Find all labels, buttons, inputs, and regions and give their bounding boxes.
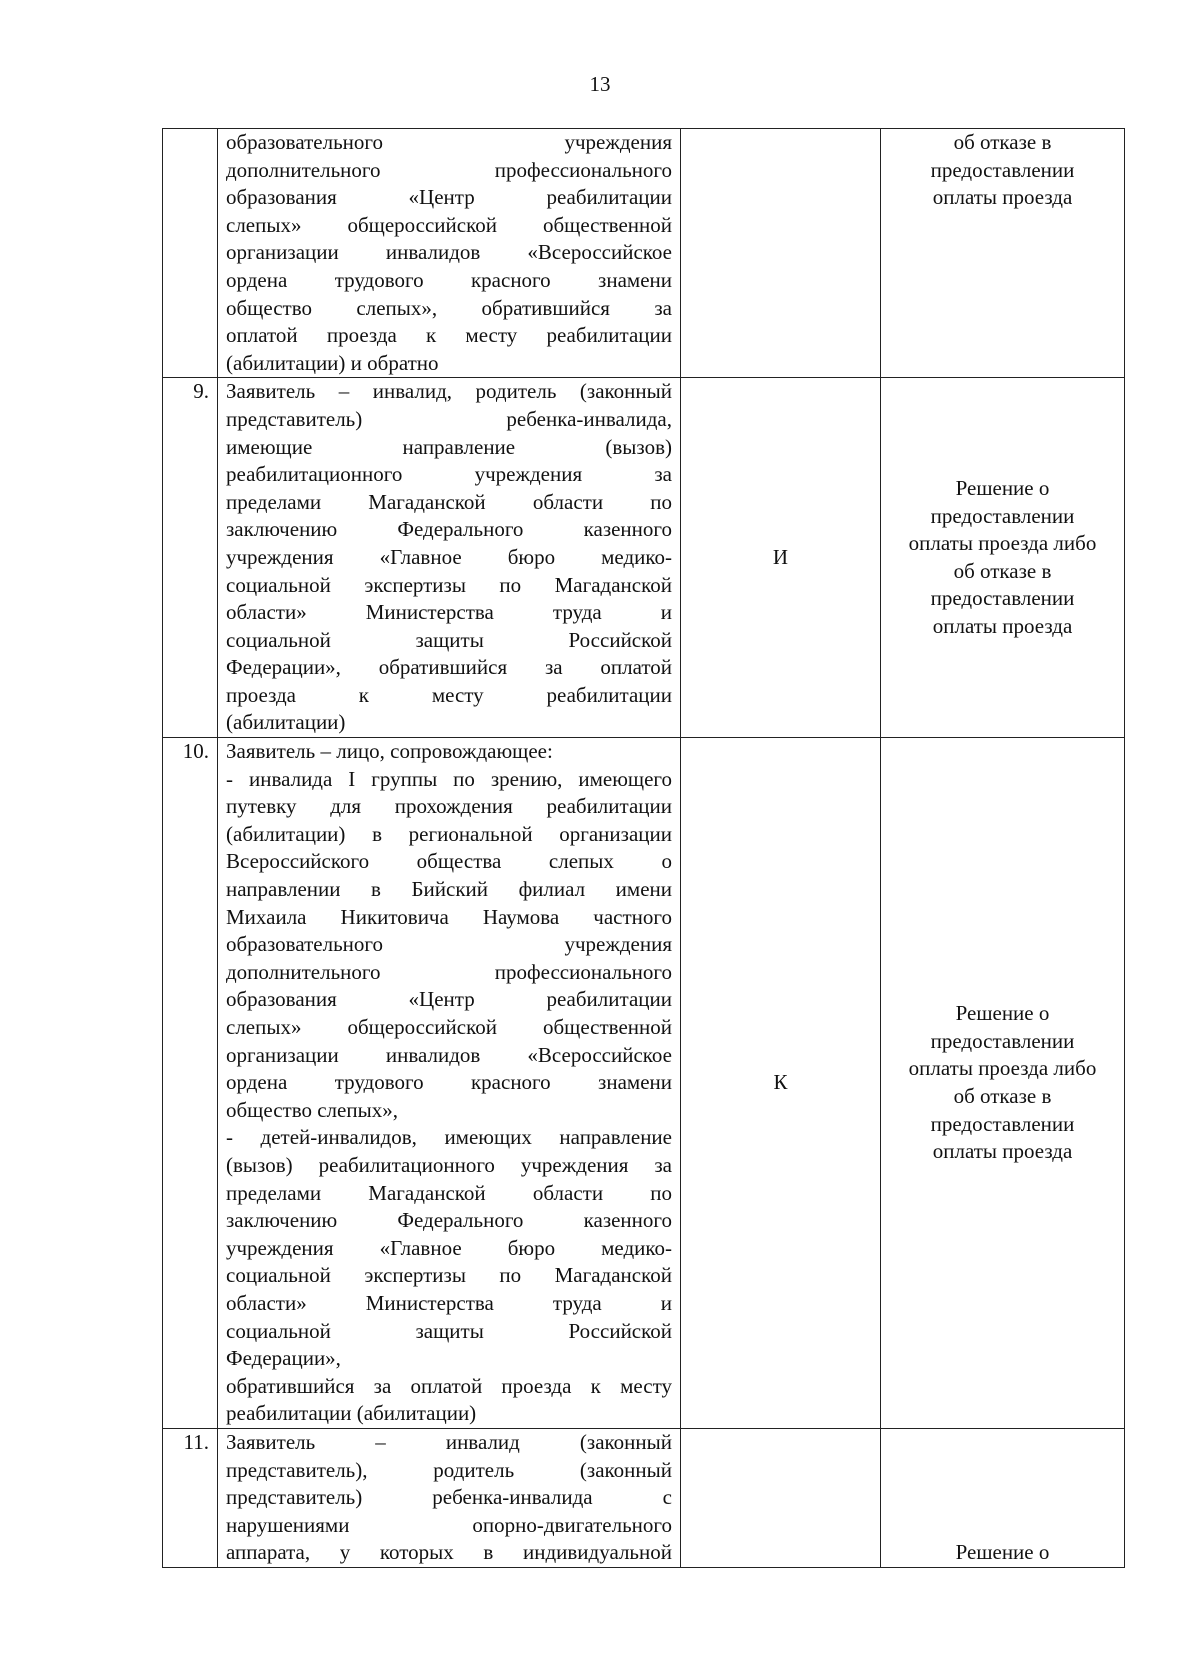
result-cell: [881, 1428, 1125, 1567]
description-line: слепых» общероссийской общественной: [226, 1015, 672, 1039]
description-line: общество слепых»,: [226, 1097, 398, 1122]
description-line: ордена трудового красного знамени: [226, 267, 672, 292]
result-line: предоставлении: [930, 586, 1075, 611]
result-line: предоставлении: [930, 1028, 1075, 1053]
description-line: Михаила Никитовича Наумова частного: [226, 904, 672, 929]
result-line: оплаты проезда: [932, 185, 1073, 210]
description-line: пределами Магаданской области по: [226, 1180, 672, 1205]
description-line: имеющие направление (вызов): [226, 434, 672, 459]
description-line: Федерации», обратившийся за оплатой: [226, 655, 672, 680]
description-line: дополнительного профессионального: [226, 157, 672, 182]
description-line: общество слепых», обратившийся за: [226, 295, 672, 320]
description-line: социальной экспертизы по Магаданской: [226, 572, 672, 597]
description-line: организации инвалидов «Всероссийское: [226, 1042, 672, 1067]
description-line: путевку для прохождения реабилитации: [226, 794, 672, 819]
result-line: оплаты проезда: [932, 613, 1073, 638]
description-line: (вызов) реабилитационного учреждения за: [226, 1152, 672, 1177]
description-line: (абилитации): [226, 710, 346, 735]
result-line: об отказе в: [953, 1083, 1052, 1108]
table-body: [163, 129, 1125, 1568]
description-line: ордена трудового красного знамени: [226, 1070, 672, 1095]
result-line: Решение о: [955, 475, 1050, 500]
description-line: образовательного учреждения: [226, 130, 672, 154]
variant-code-cell: [681, 129, 881, 378]
description-line: учреждения «Главное бюро медико-: [226, 1235, 672, 1260]
result-line: оплаты проезда: [932, 1139, 1073, 1164]
description-line: области» Министерства труда и: [226, 600, 672, 625]
description-line: учреждения «Главное бюро медико-: [226, 544, 672, 569]
description-line: направлении в Бийский филиал имени: [226, 877, 672, 902]
result-line: Решение о: [955, 1540, 1050, 1565]
description-line: заключению Федерального казенного: [226, 1208, 672, 1233]
description-line: нарушениями опорно-двигательного: [226, 1512, 672, 1537]
applicant-description-cell: [218, 1428, 681, 1567]
result-line: об отказе в: [953, 558, 1052, 583]
description-line: Заявитель – лицо, сопровождающее:: [226, 739, 553, 764]
description-line: представитель), родитель (законный: [226, 1457, 672, 1482]
description-line: образования «Центр реабилитации: [226, 987, 672, 1012]
result-cell: [881, 129, 1125, 378]
row-number-cell: [163, 129, 218, 378]
description-line: образовательного учреждения: [226, 932, 672, 957]
page-number: 13: [589, 72, 611, 96]
result-line: предоставлении: [930, 503, 1075, 528]
description-line: социальной защиты Российской: [226, 627, 672, 652]
description-line: аппарата, у которых в индивидуальной: [226, 1540, 672, 1565]
description-line: слепых» общероссийской общественной: [226, 212, 672, 237]
services-table: [162, 128, 1125, 1568]
applicant-description-cell: [218, 738, 681, 1429]
row-number-cell: 11.: [163, 1428, 218, 1567]
description-line: представитель) ребенка-инвалида,: [226, 406, 672, 431]
description-line: образования «Центр реабилитации: [226, 185, 672, 210]
description-line: (абилитации) в региональной организации: [226, 821, 672, 846]
description-line: - инвалида I группы по зрению, имеющего: [226, 766, 672, 791]
result-line: оплаты проезда либо: [908, 1056, 1097, 1081]
table-row: [163, 1428, 1125, 1567]
applicant-description-cell: [218, 129, 681, 378]
table-row: [163, 129, 1125, 378]
description-line: Всероссийского общества слепых о: [226, 849, 672, 874]
result-line: об отказе в: [953, 130, 1052, 154]
variant-code-cell: К: [681, 738, 881, 1429]
result-line: предоставлении: [930, 157, 1075, 182]
result-cell: [881, 378, 1125, 738]
description-line: пределами Магаданской области по: [226, 489, 672, 514]
description-line: обратившийся за оплатой проезда к месту: [226, 1373, 672, 1398]
table-row: [163, 378, 1125, 738]
result-cell: [881, 738, 1125, 1429]
row-number-cell: 9.: [163, 378, 218, 738]
applicant-description-cell: [218, 378, 681, 738]
description-line: социальной экспертизы по Магаданской: [226, 1263, 672, 1288]
variant-code-cell: И: [681, 378, 881, 738]
result-line: Решение о: [955, 1001, 1050, 1026]
table-row: [163, 738, 1125, 1429]
description-line: - детей-инвалидов, имеющих направление: [226, 1125, 672, 1150]
description-line: дополнительного профессионального: [226, 959, 672, 984]
row-number-cell: 10.: [163, 738, 218, 1429]
description-line: проезда к месту реабилитации: [226, 682, 672, 707]
description-line: организации инвалидов «Всероссийское: [226, 240, 672, 265]
variant-code-cell: [681, 1428, 881, 1567]
description-line: оплатой проезда к месту реабилитации: [226, 323, 672, 348]
description-line: области» Министерства труда и: [226, 1290, 672, 1315]
description-line: заключению Федерального казенного: [226, 517, 672, 542]
description-line: представитель) ребенка-инвалида с: [226, 1485, 672, 1510]
description-line: (абилитации) и обратно: [226, 350, 439, 375]
description-line: социальной защиты Российской: [226, 1318, 672, 1343]
result-line: оплаты проезда либо: [908, 531, 1097, 556]
description-line: реабилитационного учреждения за: [226, 462, 672, 487]
description-line: Федерации»,: [226, 1346, 341, 1371]
description-line: Заявитель – инвалид, родитель (законный: [226, 379, 672, 404]
description-line: Заявитель – инвалид (законный: [226, 1429, 672, 1454]
description-line: реабилитации (абилитации): [226, 1401, 477, 1426]
result-line: предоставлении: [930, 1111, 1075, 1136]
